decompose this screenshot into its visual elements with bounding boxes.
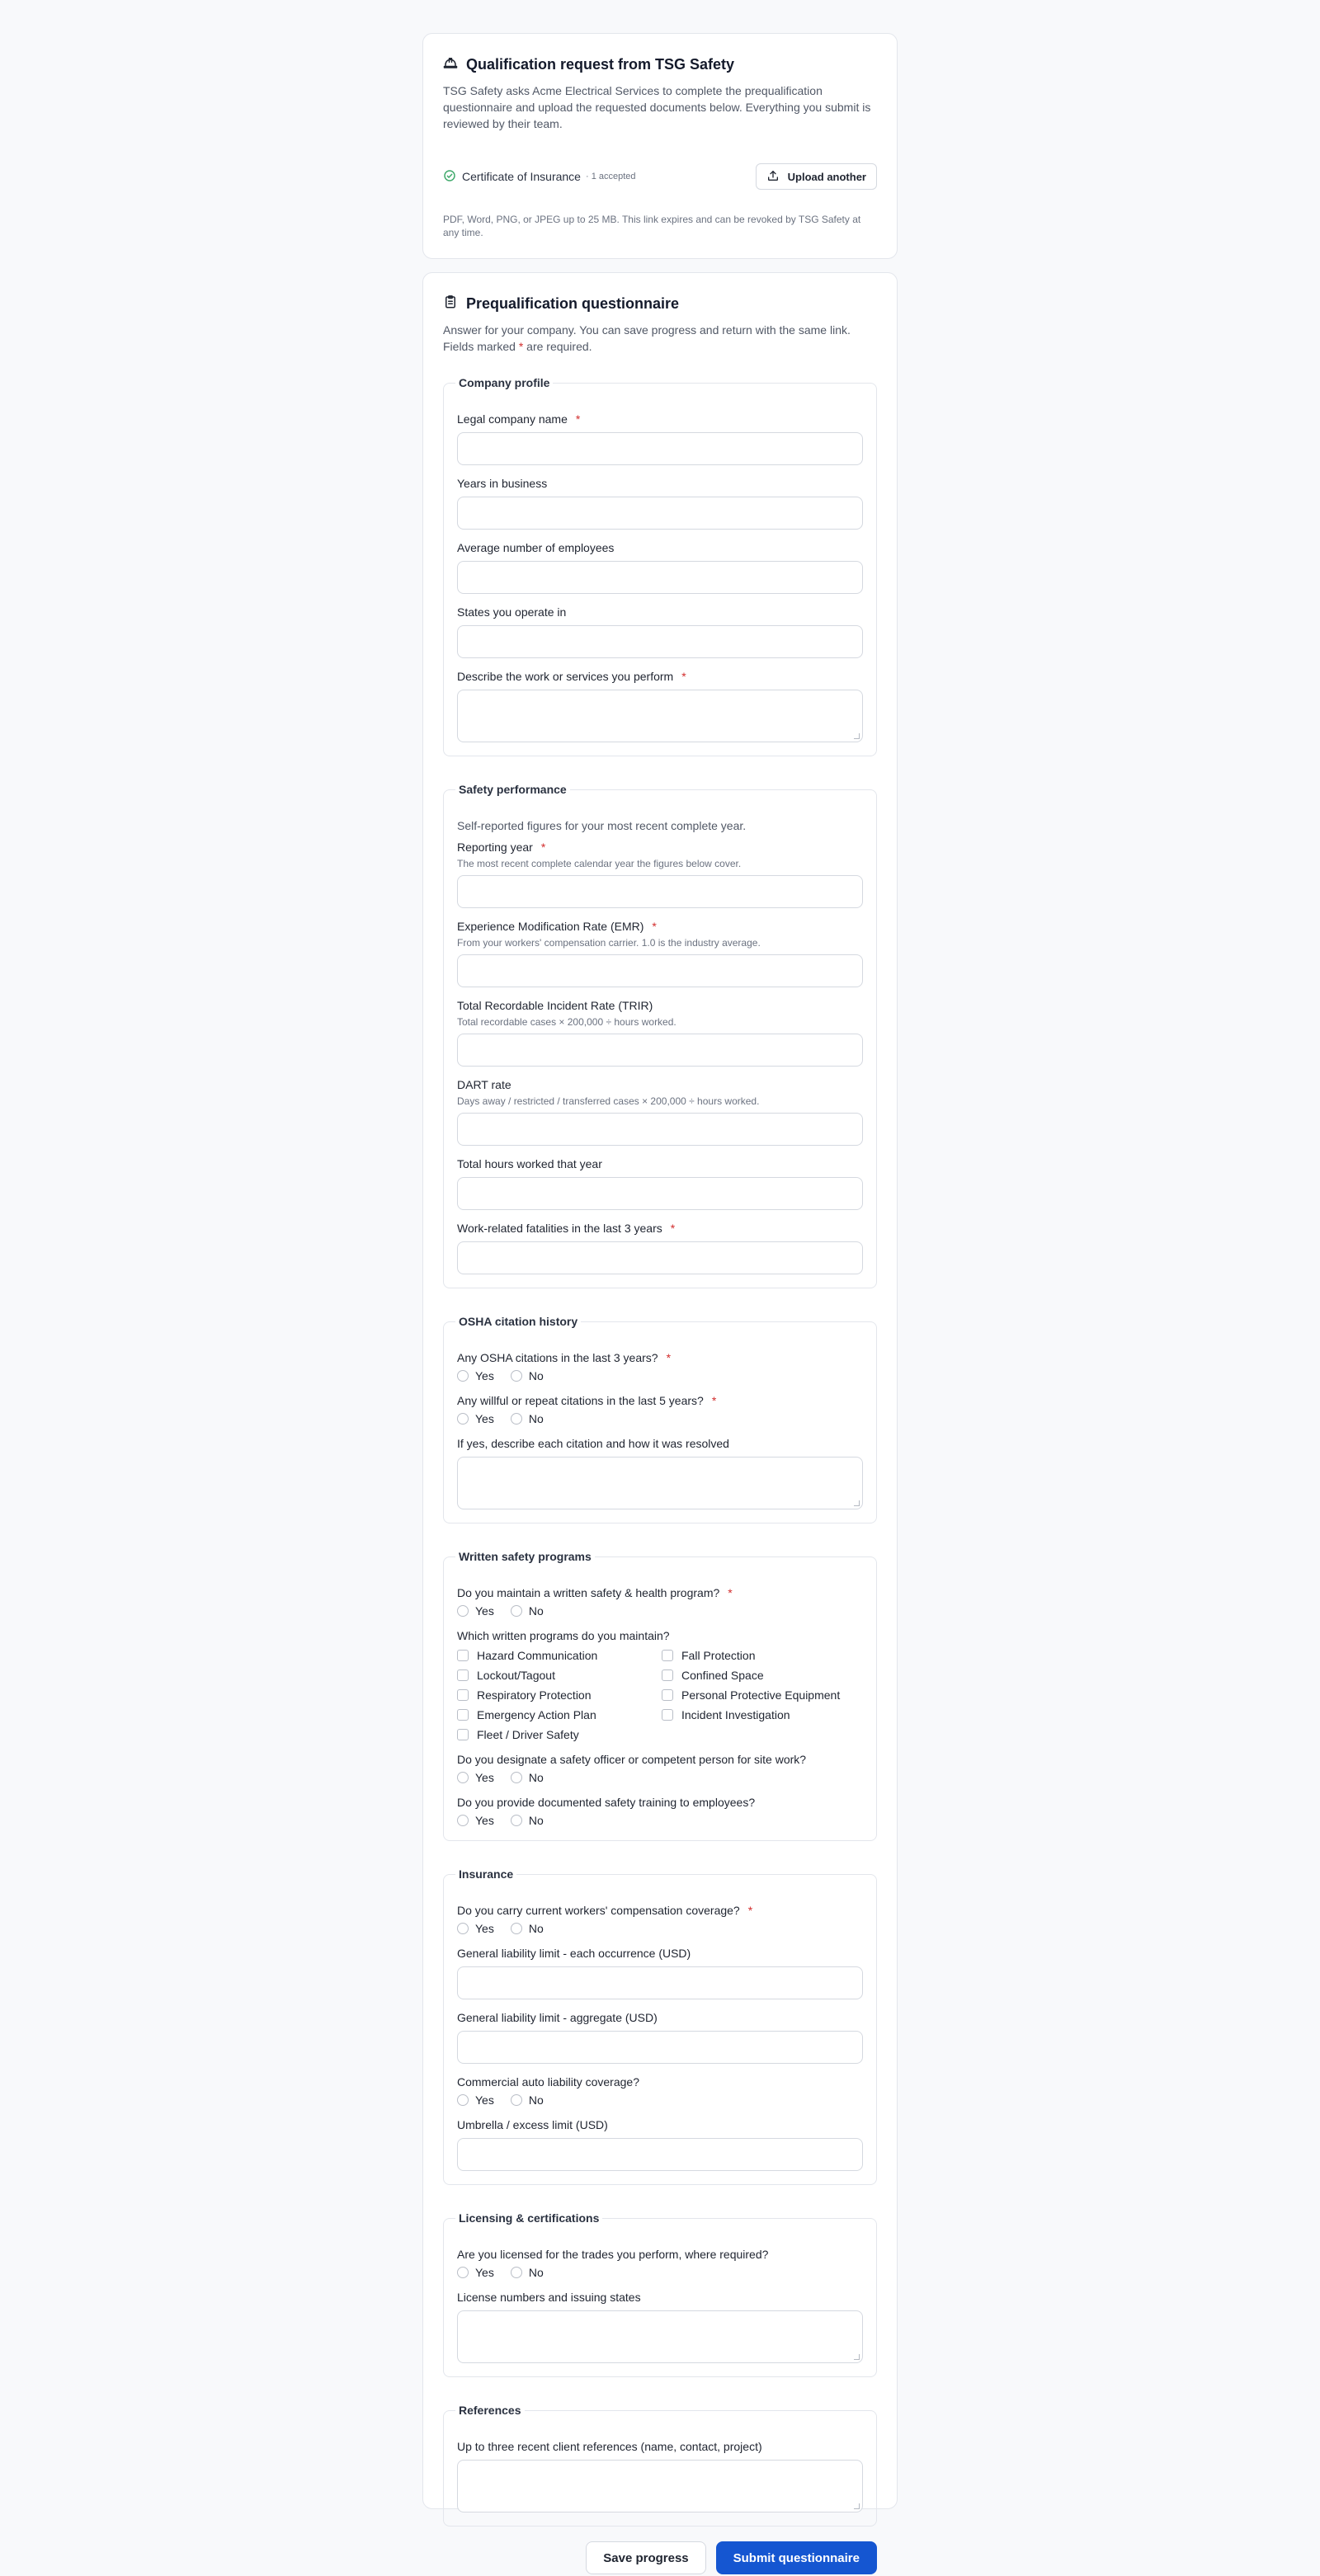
save-progress-button[interactable]: Save progress	[586, 2541, 705, 2574]
radio-circle[interactable]	[511, 1413, 522, 1425]
employees-label: Average number of employees	[457, 541, 615, 554]
field-label	[457, 411, 863, 427]
references-section	[443, 2404, 877, 2527]
radio-circle[interactable]	[511, 1923, 522, 1934]
trir-hint: Total recordable cases × 200,000 ÷ hours worked.	[457, 1016, 676, 1028]
checkbox-confined-space[interactable]	[662, 1669, 860, 1682]
license-numbers-label: License numbers and issuing states	[457, 2291, 641, 2304]
radio-label: No	[528, 1369, 544, 1382]
radio-label: No	[528, 1771, 544, 1784]
request-card	[422, 33, 898, 259]
request-title: Qualification request from TSG Safety	[466, 56, 735, 73]
safety-note: Self-reported figures for your most recent complete year.	[457, 819, 747, 832]
questionnaire-description	[443, 322, 877, 355]
checkbox-label: Personal Protective Equipment	[681, 1688, 841, 1702]
osha-citations-radio-group	[457, 1369, 863, 1382]
references-textarea[interactable]	[457, 2460, 863, 2512]
workers-comp-radio-group	[457, 1922, 863, 1935]
work-field	[457, 668, 863, 742]
states-label: States you operate in	[457, 605, 567, 619]
company-profile-section	[443, 376, 877, 756]
checkbox-fall-protection[interactable]	[662, 1649, 860, 1662]
section-legend: Licensing & certifications	[459, 2211, 600, 2225]
radio-no[interactable]	[511, 2266, 544, 2279]
checkbox-box[interactable]	[457, 1650, 469, 1661]
radio-label: No	[528, 1604, 544, 1618]
radio-circle[interactable]	[457, 2267, 469, 2278]
section-legend: Written safety programs	[459, 1550, 592, 1563]
radio-label: Yes	[475, 2093, 494, 2107]
gl-aggregate-field	[457, 2009, 863, 2064]
checkbox-box[interactable]	[457, 1709, 469, 1721]
safety-program-label: Do you maintain a written safety & health program?	[457, 1586, 720, 1599]
dart-input[interactable]	[457, 1113, 863, 1146]
osha-section	[443, 1315, 877, 1523]
willful-citations-radio-group	[457, 1412, 863, 1425]
checkbox-respiratory-protection[interactable]	[457, 1688, 662, 1702]
gl-aggregate-input[interactable]	[457, 2031, 863, 2064]
safety-training-field	[457, 1794, 863, 1827]
radio-yes[interactable]	[457, 1771, 494, 1784]
umbrella-field	[457, 2117, 863, 2171]
trir-field	[457, 997, 863, 1067]
checkbox-label: Emergency Action Plan	[477, 1708, 596, 1721]
reporting-year-hint: The most recent complete calendar year the figures below cover.	[457, 858, 742, 869]
checkbox-box[interactable]	[457, 1669, 469, 1681]
safety-performance-section	[443, 783, 877, 1288]
employees-field	[457, 539, 863, 594]
legal-name-field	[457, 411, 863, 465]
field-label	[457, 1349, 863, 1366]
section-legend: OSHA citation history	[459, 1315, 578, 1328]
years-label: Years in business	[457, 477, 548, 490]
required-asterisk: *	[728, 1586, 733, 1599]
radio-circle[interactable]	[457, 2094, 469, 2106]
radio-no[interactable]	[511, 1771, 544, 1784]
work-textarea[interactable]	[457, 690, 863, 742]
radio-label: Yes	[475, 1412, 494, 1425]
radio-label: No	[528, 1412, 544, 1425]
emr-input[interactable]	[457, 954, 863, 987]
section-legend: Company profile	[459, 376, 550, 389]
document-name: Certificate of Insurance	[462, 170, 581, 183]
states-field	[457, 604, 863, 658]
years-input[interactable]	[457, 497, 863, 530]
field-label	[457, 1585, 863, 1601]
field-label	[457, 1220, 863, 1236]
radio-no[interactable]	[511, 1922, 544, 1935]
field-label	[457, 839, 863, 855]
section-legend: References	[459, 2404, 521, 2417]
radio-circle[interactable]	[457, 1923, 469, 1934]
checkbox-label: Hazard Communication	[477, 1649, 598, 1662]
programs-checklist	[457, 1649, 863, 1741]
radio-no[interactable]	[511, 1369, 544, 1382]
description-text-end: are required.	[523, 340, 592, 353]
citation-description-field	[457, 1435, 863, 1509]
checkbox-label: Respiratory Protection	[477, 1688, 592, 1702]
document-row	[443, 163, 877, 190]
radio-no[interactable]	[511, 1814, 544, 1827]
field-label	[457, 1392, 863, 1409]
legal-name-input[interactable]	[457, 432, 863, 465]
gl-occurrence-field	[457, 1945, 863, 1999]
legal-name-label: Legal company name	[457, 412, 568, 426]
reporting-year-label: Reporting year	[457, 841, 533, 854]
required-asterisk: *	[652, 920, 657, 933]
radio-no[interactable]	[511, 2093, 544, 2107]
checkbox-box[interactable]	[662, 1669, 673, 1681]
radio-no[interactable]	[511, 1604, 544, 1618]
checkbox-label: Lockout/Tagout	[477, 1669, 555, 1682]
gl-aggregate-label: General liability limit - aggregate (USD)	[457, 2011, 658, 2024]
umbrella-label: Umbrella / excess limit (USD)	[457, 2118, 608, 2131]
safety-program-radio-group	[457, 1604, 863, 1618]
radio-label: Yes	[475, 1771, 494, 1784]
section-legend: Insurance	[459, 1867, 514, 1881]
radio-circle[interactable]	[457, 1413, 469, 1425]
checkbox-box[interactable]	[457, 1689, 469, 1701]
checkbox-label: Fall Protection	[681, 1649, 756, 1662]
required-asterisk: *	[575, 412, 581, 426]
radio-circle[interactable]	[457, 1772, 469, 1783]
fatalities-label: Work-related fatalities in the last 3 years	[457, 1222, 662, 1235]
upload-fine-print: PDF, Word, PNG, or JPEG up to 25 MB. This link expires and can be revoked by TSG Safety at any time.	[443, 214, 861, 238]
radio-label: Yes	[475, 1369, 494, 1382]
safety-training-label: Do you provide documented safety training to employees?	[457, 1796, 756, 1809]
citation-description-textarea[interactable]	[457, 1457, 863, 1509]
checkbox-label: Fleet / Driver Safety	[477, 1728, 579, 1741]
willful-citations-field	[457, 1392, 863, 1425]
willful-citations-label: Any willful or repeat citations in the last 5 years?	[457, 1394, 704, 1407]
document-status: · 1 accepted	[585, 172, 636, 181]
insurance-section	[443, 1867, 877, 2185]
form-actions	[443, 2541, 877, 2574]
radio-yes[interactable]	[457, 2093, 494, 2107]
questionnaire-header	[443, 294, 877, 313]
checkbox-box[interactable]	[662, 1689, 673, 1701]
references-label: Up to three recent client references (name, contact, project)	[457, 2440, 762, 2453]
safety-officer-label: Do you designate a safety officer or competent person for site work?	[457, 1753, 807, 1766]
checkbox-hazard-communication[interactable]	[457, 1649, 662, 1662]
auto-liability-field	[457, 2074, 863, 2107]
checkbox-box[interactable]	[662, 1709, 673, 1721]
document-info	[443, 169, 636, 185]
radio-label: No	[528, 2266, 544, 2279]
required-asterisk: *	[681, 670, 686, 683]
checkbox-label: Confined Space	[681, 1669, 764, 1682]
license-numbers-textarea[interactable]	[457, 2310, 863, 2363]
reporting-year-input[interactable]	[457, 875, 863, 908]
fatalities-input[interactable]	[457, 1241, 863, 1274]
radio-circle[interactable]	[457, 1815, 469, 1826]
radio-circle[interactable]	[457, 1370, 469, 1382]
radio-circle[interactable]	[511, 1370, 522, 1382]
field-label	[457, 918, 863, 935]
trir-label: Total Recordable Incident Rate (TRIR)	[457, 999, 653, 1012]
radio-circle[interactable]	[511, 2094, 522, 2106]
licensing-section	[443, 2211, 877, 2377]
radio-circle[interactable]	[511, 1772, 522, 1783]
radio-circle[interactable]	[457, 1605, 469, 1617]
safety-officer-field	[457, 1751, 863, 1784]
osha-citations-field	[457, 1349, 863, 1382]
checkbox-ppe[interactable]	[662, 1688, 860, 1702]
checkbox-box[interactable]	[662, 1650, 673, 1661]
upload-another-button[interactable]	[756, 163, 877, 190]
upload-another-label: Upload another	[787, 170, 866, 183]
gl-occurrence-label: General liability limit - each occurrence (USD)	[457, 1947, 691, 1960]
dart-field	[457, 1076, 863, 1146]
licensed-label: Are you licensed for the trades you perform, where required?	[457, 2248, 769, 2261]
request-header	[443, 55, 877, 74]
references-field	[457, 2438, 863, 2512]
radio-circle[interactable]	[511, 1605, 522, 1617]
radio-label: Yes	[475, 2266, 494, 2279]
required-asterisk: *	[518, 340, 524, 353]
dart-hint: Days away / restricted / transferred cases × 200,000 ÷ hours worked.	[457, 1095, 760, 1107]
checkbox-lockout-tagout[interactable]	[457, 1669, 662, 1682]
field-label	[457, 668, 863, 685]
radio-yes[interactable]	[457, 1369, 494, 1382]
emr-field	[457, 918, 863, 987]
programs-checklist-field	[457, 1627, 863, 1741]
radio-yes[interactable]	[457, 1604, 494, 1618]
radio-yes[interactable]	[457, 1922, 494, 1935]
workers-comp-label: Do you carry current workers' compensation coverage?	[457, 1904, 740, 1917]
emr-hint: From your workers' compensation carrier. 1.0 is the industry average.	[457, 937, 761, 949]
required-asterisk: *	[747, 1904, 753, 1917]
reporting-year-field	[457, 839, 863, 908]
osha-citations-label: Any OSHA citations in the last 3 years?	[457, 1351, 658, 1364]
clipboard-icon	[443, 294, 458, 313]
submit-questionnaire-button[interactable]: Submit questionnaire	[716, 2541, 877, 2574]
radio-label: No	[528, 1922, 544, 1935]
hours-label: Total hours worked that year	[457, 1157, 602, 1170]
umbrella-input[interactable]	[457, 2138, 863, 2171]
hours-input[interactable]	[457, 1177, 863, 1210]
radio-label: Yes	[475, 1814, 494, 1827]
required-asterisk: *	[670, 1222, 676, 1235]
programs-checklist-label: Which written programs do you maintain?	[457, 1629, 670, 1642]
required-asterisk: *	[540, 841, 546, 854]
states-input[interactable]	[457, 625, 863, 658]
license-numbers-field	[457, 2289, 863, 2363]
licensed-radio-group	[457, 2266, 863, 2279]
page-container	[422, 33, 898, 2565]
description-text: Answer for your company. You can save progress and return with the same link. Fields marked	[443, 323, 851, 353]
fatalities-field	[457, 1220, 863, 1274]
radio-no[interactable]	[511, 1412, 544, 1425]
workers-comp-field	[457, 1902, 863, 1935]
radio-label: No	[528, 1814, 544, 1827]
auto-liability-radio-group	[457, 2093, 863, 2107]
radio-label: No	[528, 2093, 544, 2107]
questionnaire-card	[422, 272, 898, 2565]
safety-officer-radio-group	[457, 1771, 863, 1784]
work-label: Describe the work or services you perform	[457, 670, 674, 683]
gl-occurrence-input[interactable]	[457, 1966, 863, 1999]
citation-description-label: If yes, describe each citation and how it was resolved	[457, 1437, 729, 1450]
request-description: TSG Safety asks Acme Electrical Services to complete the prequalification questionnaire and upload the requested documents below. Everything you submit is reviewed by their team.	[443, 84, 871, 130]
radio-label: Yes	[475, 1604, 494, 1618]
checkbox-emergency-action-plan[interactable]	[457, 1708, 662, 1721]
years-field	[457, 475, 863, 530]
radio-label: Yes	[475, 1922, 494, 1935]
check-circle-icon	[443, 169, 462, 185]
checkbox-incident-investigation[interactable]	[662, 1708, 860, 1721]
radio-yes[interactable]	[457, 2266, 494, 2279]
checkbox-box[interactable]	[457, 1729, 469, 1740]
field-label	[457, 1902, 863, 1919]
hard-hat-icon	[443, 55, 458, 74]
radio-yes[interactable]	[457, 1814, 494, 1827]
required-asterisk: *	[711, 1394, 717, 1407]
safety-training-radio-group	[457, 1814, 863, 1827]
dart-label: DART rate	[457, 1078, 512, 1091]
required-asterisk: *	[666, 1351, 672, 1364]
licensed-field	[457, 2246, 863, 2279]
hours-field	[457, 1156, 863, 1210]
written-programs-section	[443, 1550, 877, 1841]
radio-yes[interactable]	[457, 1412, 494, 1425]
emr-label: Experience Modification Rate (EMR)	[457, 920, 644, 933]
section-legend: Safety performance	[459, 783, 567, 796]
radio-circle[interactable]	[511, 1815, 522, 1826]
employees-input[interactable]	[457, 561, 863, 594]
radio-circle[interactable]	[511, 2267, 522, 2278]
auto-liability-label: Commercial auto liability coverage?	[457, 2075, 639, 2089]
safety-program-field	[457, 1585, 863, 1618]
trir-input[interactable]	[457, 1034, 863, 1067]
upload-icon	[766, 169, 780, 185]
checkbox-fleet-driver-safety[interactable]	[457, 1728, 662, 1741]
questionnaire-title: Prequalification questionnaire	[466, 295, 680, 312]
checkbox-label: Incident Investigation	[681, 1708, 790, 1721]
